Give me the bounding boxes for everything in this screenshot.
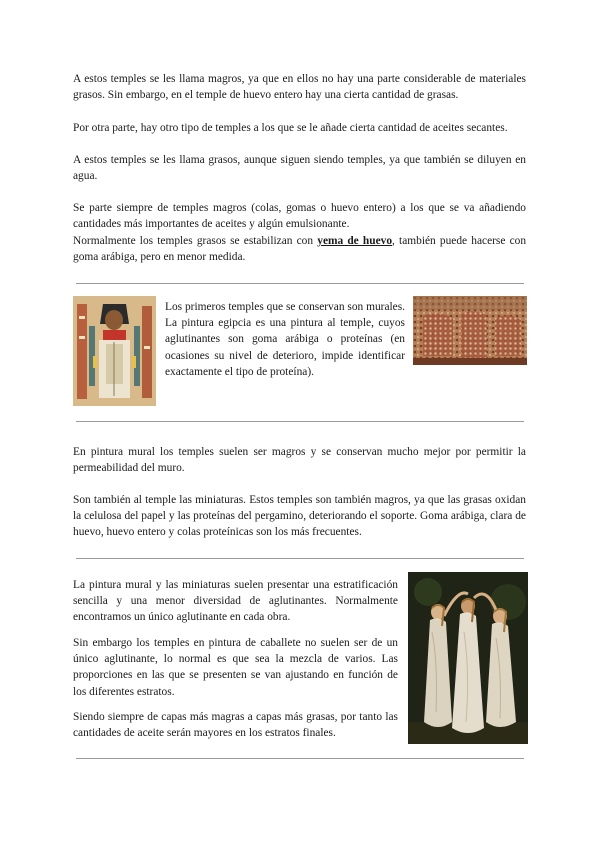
text-after-link: , también puede hacerse con goma arábiga, pero en menor medida. xyxy=(73,235,527,264)
paragraph-magros-intro: A estos temples se les llama magros, ya que en ellos no hay una parte considerable de materiales grasos. Sin embargo, en el temple de huevo entero hay una cierta cantidad de grasas. xyxy=(73,73,526,102)
yema-de-huevo-highlight: yema de huevo xyxy=(317,235,393,247)
mural-fragment-image xyxy=(413,296,527,365)
divider-1 xyxy=(76,283,524,284)
paragraph-pintura-mural: En pintura mural los temples suelen ser magros y se conservan mucho mejor por permitir la permeabilidad del muro. xyxy=(73,446,526,475)
paragraph-temples-magros-base: Se parte siempre de temples magros (colas, gomas o huevo entero) a los que se va añadiendo cantidades más importantes de aceites y algún emulsionante. xyxy=(73,202,526,231)
divider-4 xyxy=(76,758,524,759)
paragraph-grasos: A estos temples se les llama grasos, aunque siguen siendo temples, ya que también se diluyen en agua. xyxy=(73,154,526,183)
paragraph-secantes: Por otra parte, hay otro tipo de temples a los que se le añade cierta cantidad de aceites secantes. xyxy=(73,122,508,134)
egyptian-mural-image xyxy=(73,296,156,406)
paragraph-caballete: Sin embargo los temples en pintura de caballete no suelen ser de un único aglutinante, lo normal es que sea la mezcla de varios. Las proporciones en las que se presenten se van ajustando en función de los diferentes estratos. xyxy=(73,637,398,698)
paragraph-miniaturas: Son también al temple las miniaturas. Estos temples son también magros, ya que las grasas oxidan la celulosa del papel y las proteínas del pergamino, deteriorando el soporte. Goma arábiga, clara de huevo, huevo entero y colas proteínicas son los más frecuentes. xyxy=(73,494,526,539)
text-before-link: Normalmente los temples grasos se estabilizan con xyxy=(73,235,318,247)
paragraph-estabilizacion xyxy=(73,233,526,265)
paragraph-pintura-egipcia: Los primeros temples que se conservan son murales. La pintura egipcia es una pintura al temple, cuyos aglutinantes son goma arábiga o proteínas (en ocasiones su nivel de deterioro, impide identificar exactamente el tipo de proteína). xyxy=(165,301,405,378)
paragraph-capas: Siendo siempre de capas más magras a capas más grasas, por tanto las cantidades de aceite serán mayores en los estratos finales. xyxy=(73,711,398,740)
three-graces-painting-image xyxy=(408,572,528,744)
paragraph-estratificacion: La pintura mural y las miniaturas suelen presentar una estratificación sencilla y una menor diversidad de aglutinantes. Normalmente encontramos un único aglutinante en cada obra. xyxy=(73,579,398,624)
divider-2 xyxy=(76,421,524,422)
divider-3 xyxy=(76,558,524,559)
